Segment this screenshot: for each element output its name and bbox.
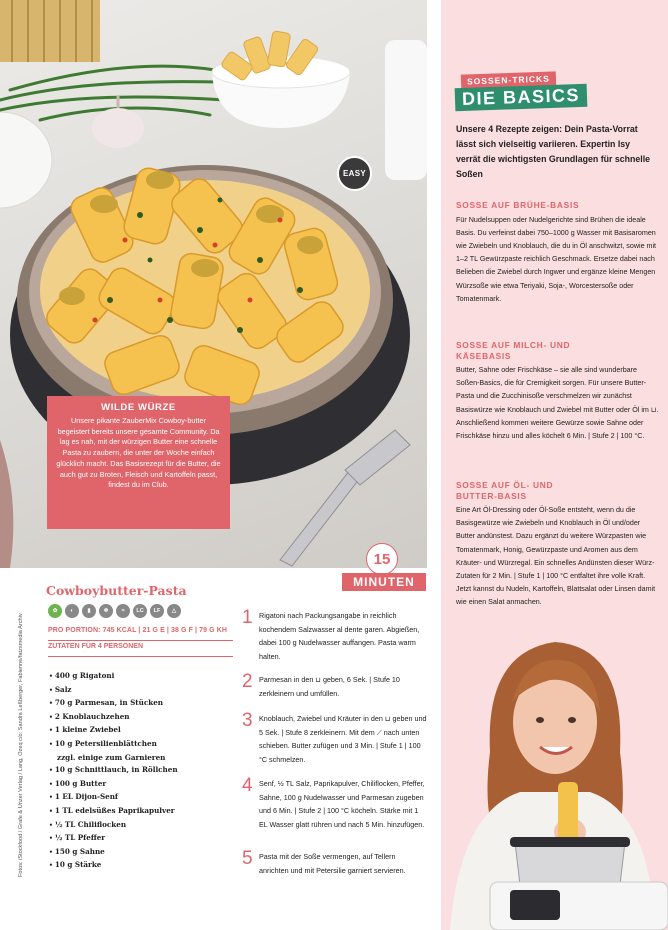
step-text: Knoblauch, Zwiebel und Kräuter in den ⊔ geben und 5 Sek. | Stufe 8 zerkleinern. Mit dem ⟋ nach unten schieben. Butter zufügen und 3 Min. | Stufe 1 | 100 °C schmelzen. [259, 714, 427, 764]
persons-info: ZUTATEN FÜR 4 PERSONEN [48, 643, 144, 650]
sauce-section-milk [456, 340, 659, 443]
ingredient-item: • 10 g Schnittlauch, in Röllchen [49, 765, 178, 775]
tip-box [47, 396, 230, 529]
ingredient-item: • 400 g Rigatoni [49, 671, 115, 680]
section-kicker: SOSSEN-TRICKS [461, 71, 556, 88]
step-1 [242, 609, 427, 673]
freeze-icon: ❄ [99, 604, 113, 618]
ingredient-item: • Salz [49, 684, 72, 694]
divider [48, 656, 233, 657]
step-4 [242, 777, 427, 850]
diet-icons [48, 604, 181, 618]
ingredient-item: • 1 kleine Zwiebel [49, 725, 121, 735]
step-number: 5 [242, 848, 253, 869]
step-2 [242, 673, 427, 712]
bottle-icon: ▮ [82, 604, 96, 618]
section-title: DIE BASICS [455, 84, 588, 112]
sauce-section-oil [456, 480, 659, 610]
step-number: 3 [242, 710, 253, 731]
tip-text: Unsere pikante ZauberMix Cowboy-butter begeistert bereits unsere gesamte Community. Da lag es nah, mit der würzigen Butter eine schnelle Pasta zu zaubern, die unter der Woche einfach glücklich macht. Das Basisrezept für die Butter, die auch gut zu Broten, Fleisch und Kartoffeln passt, findest du im Club. [56, 416, 221, 490]
recipe-title: Cowboybutter-Pasta [46, 583, 187, 598]
pasta-photo [0, 0, 427, 568]
step-text: Parmesan in den ⊔ geben, 6 Sek. | Stufe 10 zerkleinern und umfüllen. [259, 675, 400, 698]
low-carb-icon: LC [133, 604, 147, 618]
time-badge [342, 543, 426, 591]
step-3 [242, 712, 427, 777]
pasta-icon: ≈ [116, 604, 130, 618]
expert-photo [430, 632, 668, 930]
tip-title: WILDE WÜRZE [101, 402, 176, 413]
low-fat-icon: LF [150, 604, 164, 618]
photo-credit: Fotos: iStockfood / Grafe & Unzer Verlag / Lang, Ozeq c/o: Sandra Leßberger, Fabienne/fatzsmedia Archiv [18, 613, 24, 877]
ingredient-item: • 10 g Stärke [49, 860, 102, 870]
divider [48, 640, 233, 641]
sauce-section-broth [456, 200, 659, 306]
step-number: 1 [242, 607, 253, 628]
time-unit: MINUTEN [342, 573, 426, 591]
ingredient-item: • 2 Knoblauchzehen [49, 711, 130, 721]
step-text: Pasta mit der Soße vermengen, auf Tellern anrichten und mit Petersilie garniert servieren. [259, 852, 406, 875]
time-value: 15 [366, 543, 398, 575]
step-number: 2 [242, 671, 253, 692]
step-number: 4 [242, 775, 253, 796]
ingredient-item: zzgl. einige zum Garnieren [57, 752, 166, 762]
step-5 [242, 850, 427, 877]
ingredient-item: • ½ TL Pfeffer [49, 833, 106, 843]
ingredient-item: • 1 TL edelsüßes Paprikapulver [49, 805, 175, 815]
ingredient-item: • 70 g Parmesan, in Stücken [49, 698, 163, 708]
gluten-icon: △ [167, 604, 181, 618]
ingredient-item: • 100 g Butter [49, 778, 107, 788]
sauce-section-title: SOSSE AUF BRÜHE-BASIS [456, 200, 580, 210]
step-text: Rigatoni nach Packungsangabe in reichlich kochendem Salzwasser al dente garen. Abgießen, dabei 100 g Nudelwasser auffangen. Pasta warm halten. [259, 611, 420, 661]
ingredient-list [49, 670, 178, 873]
sauce-section-text: Butter, Sahne oder Frischkäse – sie alle sind wunderbare Soßen-Basics, die für Cremigkeit sorgen. Für unsere Butter-Pasta und die Zucchinisoße verschmelzen wir zunächst Basiswürze wie Knoblauch und Zwiebel mit Butter oder Öl im ⊔. Anschließend kommen weitere Gewürze sowie Sahne oder Frischkäse hinzu und alles köchelt 6 Min. | Stufe 2 | 100 °C. [456, 366, 659, 441]
sauce-section-title: SOSSE AUF ÖL- UND BUTTER-BASIS [456, 480, 554, 501]
sauce-section-title: SOSSE AUF MILCH- UND KÄSEBASIS [456, 340, 571, 361]
section-intro: Unsere 4 Rezepte zeigen: Dein Pasta-Vorrat lässt sich vielseitig variieren. Expertin Isy verrät die wichtigsten Grundlagen für schnelle Soßen [456, 124, 651, 180]
easy-badge: EASY [337, 156, 372, 191]
ingredient-item: • 1 EL Dijon-Senf [49, 792, 119, 802]
lactose-icon: ◐ [65, 604, 79, 618]
step-list [242, 609, 427, 877]
veggie-icon: ✿ [48, 604, 62, 618]
ingredient-item: • 150 g Sahne [49, 846, 105, 856]
sauce-section-text: Eine Art Öl-Dressing oder Öl-Soße entsteht, wenn du die Basisgewürze wie Zwiebeln und Knoblauch in Öl und/oder Butter andünstest. Dazu ergänzt du weitere Würzpasten wie Tomatenmark, Honig, Gewürzpaste und Aromen aus dem Kräuter- und Würzregal. Ein schnelles Andünsten dieser Würz-Zutaten für 2 Min. | Stufe 1 | 100 °C entfaltet ihre volle Kraft. Jetzt kannst du Nudeln, Kartoffeln, Blattsalat oder Linsen damit wie einen Salat anmachen. [456, 506, 656, 607]
step-text: Senf, ½ TL Salz, Paprikapulver, Chiliflocken, Pfeffer, Sahne, 100 g Nudelwasser und Parmesan zugeben und 6 Min. | Stufe 2 | 100 °C köcheln. Stärke mit 1 EL Wasser glatt rühren und nach 5 Min. hinzufügen. [259, 779, 425, 829]
ingredient-item: • ½ TL Chiliflocken [49, 819, 127, 829]
ingredient-item: • 10 g Petersilienblättchen [49, 738, 157, 748]
portion-info: PRO PORTION: 745 KCAL | 21 G E | 38 G F | 79 G KH [48, 627, 228, 634]
sauce-section-text: Für Nudelsuppen oder Nudelgerichte sind Brühen die ideale Basis. Du verfeinst dabei 750–1000 g Wasser mit Basisaromen wie Zwiebeln und Knoblauch, die du in Öl anschwitzt, sowie mit 1–2 TL Gewürzpaste reichlich Geschmack. Ersetze dabei nach Belieben die Zwiebel durch Ingwer und ergänze kleine Mengen Würzsoße wie etwa Teriyaki, Soja-, Worcestersoße oder Tomatenmark. [456, 215, 657, 303]
